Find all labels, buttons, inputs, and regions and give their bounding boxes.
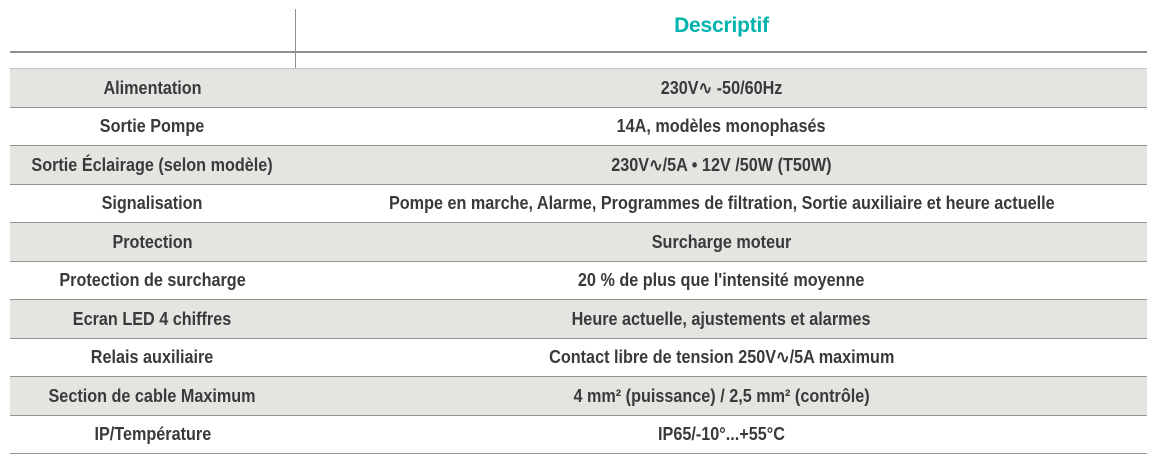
table-row [10, 108, 1147, 147]
table-row [10, 69, 1147, 108]
spec-label: Sortie Éclairage (selon modèle) [31, 154, 274, 175]
spec-value: IP65/-10°...+55°C [658, 424, 785, 445]
spec-label: Sortie Pompe [100, 116, 205, 137]
spec-value: 230V∿ -50/60Hz [660, 77, 783, 98]
spec-label: Relais auxiliaire [91, 347, 214, 368]
table-row [10, 416, 1147, 455]
spec-value: 4 mm² (puissance) / 2,5 mm² (contrôle) [573, 385, 870, 406]
descriptif-column-header: Descriptif [674, 14, 769, 37]
spec-value: Heure actuelle, ajustements et alarmes [572, 308, 871, 329]
table-row [10, 146, 1147, 185]
spec-label: Protection [112, 231, 193, 252]
spec-label: Signalisation [102, 193, 203, 214]
spec-label: Section de cable Maximum [48, 385, 257, 406]
header-rule-line [10, 51, 1147, 53]
spec-table [10, 68, 1147, 454]
spec-value: Contact libre de tension 250V∿/5A maximum [548, 347, 895, 368]
spec-label: IP/Température [94, 424, 211, 445]
table-row [10, 262, 1147, 301]
table-row [10, 300, 1147, 339]
spec-value: 20 % de plus que l'intensité moyenne [578, 270, 865, 291]
table-row [10, 377, 1147, 416]
table-row [10, 339, 1147, 378]
spec-value: 230V∿/5A • 12V /50W (T50W) [611, 154, 832, 175]
table-row [10, 185, 1147, 224]
spec-label: Ecran LED 4 chiffres [73, 308, 232, 329]
spec-value: Pompe en marche, Alarme, Programmes de filtration, Sortie auxiliaire et heure actuelle [388, 193, 1055, 214]
spec-value: Surcharge moteur [651, 231, 792, 252]
spec-label: Alimentation [103, 77, 202, 98]
spec-value: 14A, modèles monophasés [617, 116, 826, 137]
table-row [10, 223, 1147, 262]
spec-label: Protection de surcharge [59, 270, 246, 291]
